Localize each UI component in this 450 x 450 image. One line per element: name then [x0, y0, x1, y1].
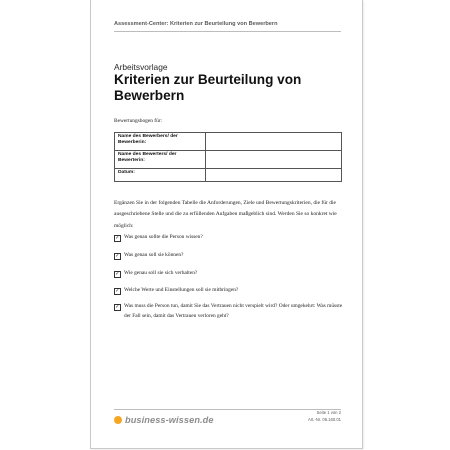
- page-number: Seite 1 von 2: [316, 410, 341, 415]
- evaluation-form-table: [114, 132, 342, 182]
- list-item-text: Welche Werte und Einstellungen soll sie mitbringen?: [124, 286, 239, 293]
- form-label: Bewertungsbogen für:: [114, 118, 163, 124]
- document-title: Kriterien zur Beurteilung von Bewerbern: [114, 72, 302, 103]
- footer-divider: [114, 409, 341, 410]
- field-value-evaluator[interactable]: [206, 151, 342, 169]
- checked-box-icon: ✓: [115, 271, 120, 277]
- list-item-text: Was genau sollte die Person wissen?: [124, 233, 203, 240]
- checked-box-icon: ✓: [115, 235, 120, 241]
- list-item-text: Was muss die Person tun, damit Sie das Vertrauen nicht verspielt wird? Oder umgekehrt: Was müsste der Fall sein, damit das Vertrauen verloren geht?: [124, 302, 343, 320]
- header-divider: [114, 31, 341, 32]
- field-label-applicant: Name des Bewerbers/ der Bewerberin:: [115, 133, 206, 151]
- table-row: [115, 151, 342, 169]
- list-item-text: Wie genau soll sie sich verhalten?: [124, 269, 198, 276]
- field-label-date: Datum:: [115, 169, 206, 182]
- checked-box-icon: ✓: [115, 304, 120, 310]
- table-row: [115, 133, 342, 151]
- document-kicker: Arbeitsvorlage: [114, 62, 168, 72]
- field-value-applicant[interactable]: [206, 133, 342, 151]
- document-page: [90, 0, 363, 449]
- checked-box-icon: ✓: [115, 288, 120, 294]
- running-header: Assessment-Center: Kriterien zur Beurteilung von Bewerbern: [114, 21, 278, 27]
- article-number: Art.-Nr. 06.160.01: [307, 416, 341, 422]
- intro-paragraph: Ergänzen Sie in der folgenden Tabelle die Anforderungen, Ziele und Bewertungskriterien, die für die ausgeschriebene Stelle und die zu erfüllenden Aufgaben maßgeblich sind. Werden Sie so konkret wie möglich:: [114, 200, 337, 229]
- field-value-date[interactable]: [206, 169, 342, 182]
- list-item-text: Was genau soll sie können?: [124, 251, 184, 258]
- logo-dot-icon: [114, 416, 122, 424]
- checked-box-icon: ✓: [115, 253, 120, 259]
- page-meta: [308, 410, 341, 423]
- field-label-evaluator: Name des Bewerters/ der Bewerterin:: [115, 151, 206, 169]
- table-row: [115, 169, 342, 182]
- logo-text: business-wissen.de: [125, 414, 214, 425]
